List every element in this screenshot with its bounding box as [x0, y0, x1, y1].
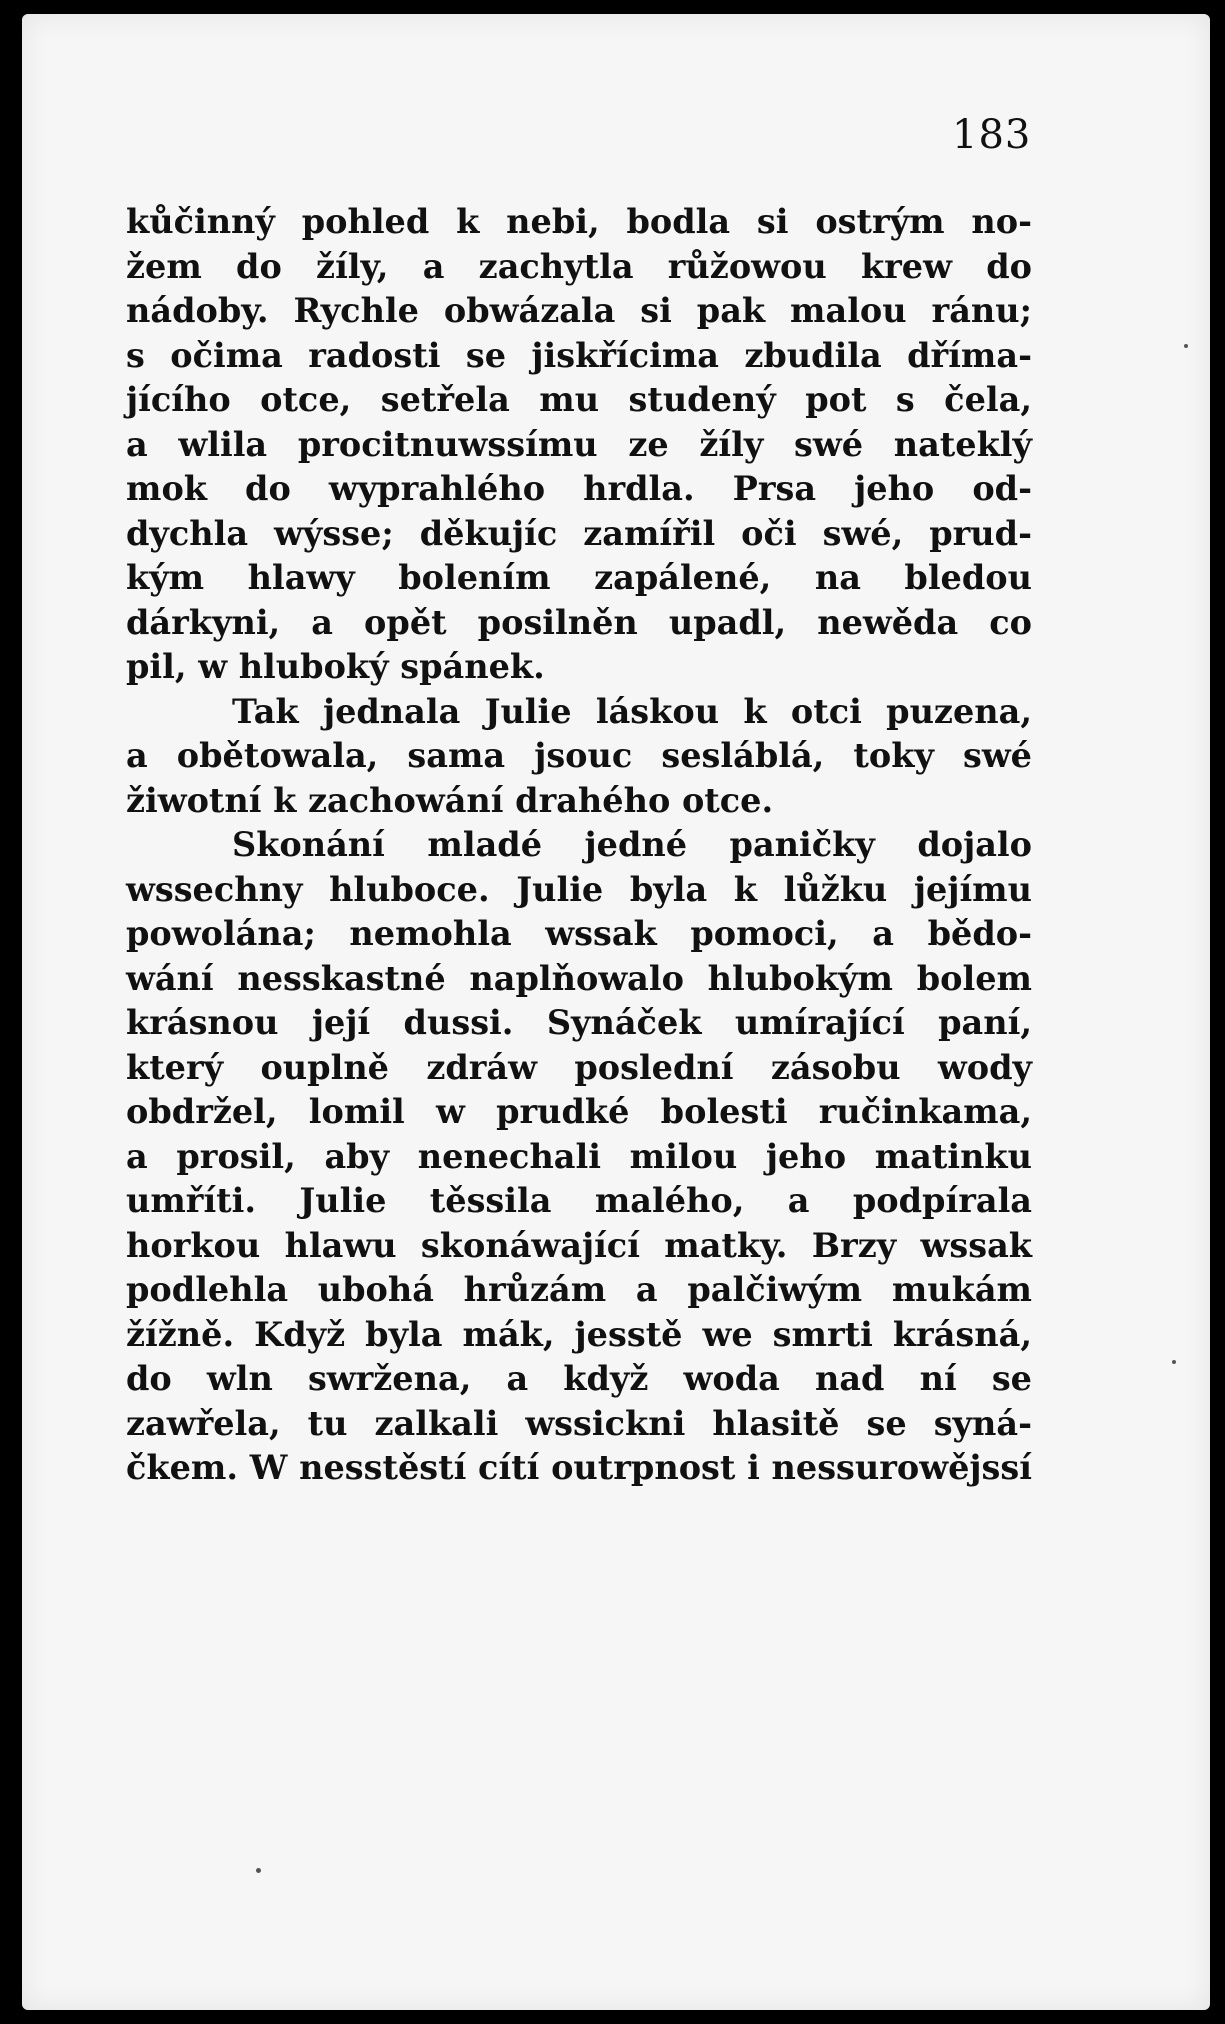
text-line: mok do wyprahlého hrdla. Prsa jeho od-	[126, 469, 1032, 508]
paper-speck	[1172, 1360, 1176, 1364]
text-line: krásnou její dussi. Synáček umírající paní,	[126, 1003, 1032, 1042]
text-line: s očima radosti se jiskřícima zbudila dříma-	[126, 335, 1032, 375]
text-line: horkou hlawu skonáwající matky. Brzy wssak	[126, 1225, 1032, 1265]
text-line: a obětowala, sama jsouc sesláblá, toky swé	[126, 736, 1032, 775]
text-line: umříti. Julie těssila malého, a podpírala	[126, 1181, 1032, 1220]
paper-speck	[256, 1868, 261, 1873]
text-line: jícího otce, setřela mu studený pot s čela,	[126, 380, 1032, 419]
text-line: žížně. Když byla mák, jesstě we smrti krásná,	[126, 1314, 1032, 1354]
text-line: žem do žíly, a zachytla růžowou krew do	[126, 246, 1032, 286]
text-line: kůčinný pohled k nebi, bodla si ostrým no-	[126, 202, 1032, 241]
text-line: pil, w hluboký spánek.	[126, 647, 545, 686]
page-number: 183	[952, 112, 1032, 158]
text-line: wání nesskastné naplňowalo hlubokým bolem	[126, 958, 1032, 998]
text-line: podlehla ubohá hrůzám a palčiwým mukám	[126, 1270, 1032, 1309]
text-line: a prosil, aby nenechali milou jeho matinku	[126, 1136, 1032, 1176]
text-line: Skonání mladé jedné paničky dojalo	[232, 825, 1032, 864]
body-text	[126, 200, 1032, 1491]
text-line: žiwotní k zachowání drahého otce.	[126, 780, 774, 820]
text-line: kým hlawy bolením zapálené, na bledou	[126, 558, 1032, 597]
text-line: do wln swržena, a když woda nad ní se	[126, 1359, 1032, 1398]
text-line: zawřela, tu zalkali wssickni hlasitě se syná-	[126, 1403, 1032, 1443]
text-line: Tak jednala Julie láskou k otci puzena,	[232, 691, 1032, 731]
text-line: a wlila procitnuwssímu ze žíly swé nateklý	[126, 424, 1032, 464]
text-line: obdržel, lomil w prudké bolesti ručinkama,	[126, 1092, 1032, 1131]
text-line: wssechny hluboce. Julie byla k lůžku jejímu	[126, 869, 1032, 909]
text-line: powolána; nemohla wssak pomoci, a bědo-	[126, 914, 1032, 953]
text-line: dárkyni, a opět posilněn upadl, newěda co	[126, 602, 1032, 642]
text-line: čkem. W nesstěstí cítí outrpnost i nessurowějssí	[126, 1448, 1032, 1487]
text-line: nádoby. Rychle obwázala si pak malou ránu;	[126, 291, 1032, 330]
text-line: který ouplně zdráw poslední zásobu wody	[126, 1047, 1032, 1087]
paper-speck	[1184, 344, 1188, 348]
text-line: dychla wýsse; děkujíc zamířil oči swé, prud-	[126, 513, 1032, 553]
book-page	[22, 14, 1210, 2010]
